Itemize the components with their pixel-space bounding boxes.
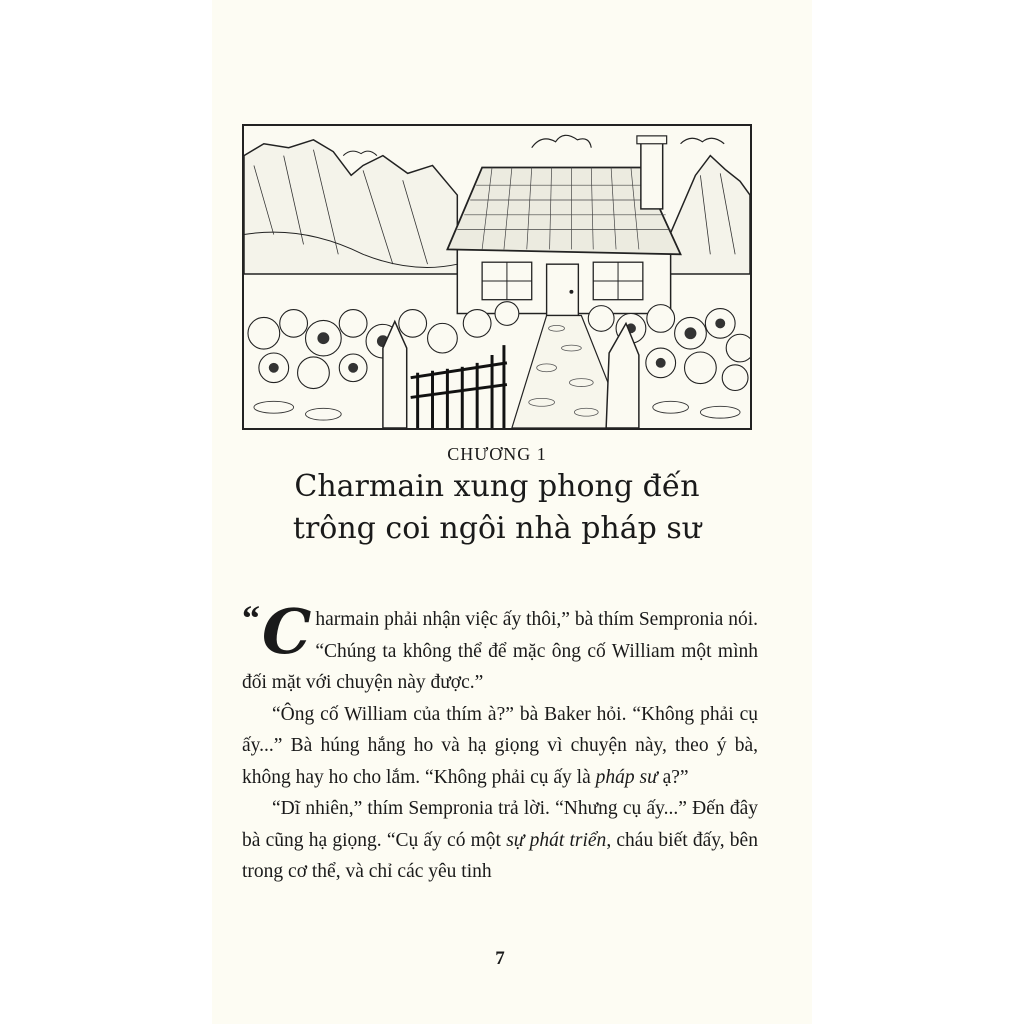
paragraph-2-text-b: ạ?” [657,766,689,788]
drop-cap-letter: C [262,595,312,668]
dropcap-group [242,595,312,668]
paragraph-3 [242,793,758,888]
paragraph-2 [242,699,758,794]
paragraph-2-text-a: “Ông cố William của thím à?” bà Baker hỏi. “Không phải cụ ấy...” Bà húng hắng ho và hạ giọng vì chuyện này, theo ý bà, không hay ho cho lắm. “Không phải cụ ấy là [242,703,758,788]
paragraph-3-text-b: , cháu biết đấy, bên trong cơ thể, và chỉ các yêu tinh [242,829,758,882]
chapter-illustration [242,124,752,430]
opening-quote-mark: “ [242,598,260,638]
chapter-label: CHƯƠNG 1 [447,444,547,464]
chapter-title-line-2: trông coi ngôi nhà pháp sư [292,511,702,546]
paragraph-3-text-a: “Dĩ nhiên,” thím Sempronia trả lời. “Nhưng cụ ấy...” Đến đây bà cũng hạ giọng. “Cụ ấy có một [242,798,758,851]
paragraph-3-italic: sự phát triển [506,829,607,851]
cottage-drawing [244,126,750,428]
chapter-title [250,466,744,550]
page-number: 7 [495,948,505,969]
paragraph-1-text: harmain phải nhận việc ấy thôi,” bà thím Sempronia nói. “Chúng ta không thể để mặc ông cố William một mình đối mặt với chuyện này được.” [242,609,758,693]
chapter-body-text [242,595,758,888]
paragraph-1 [242,595,758,699]
paragraph-2-italic: pháp sư [595,766,658,788]
chapter-title-line-1: Charmain xung phong đến [294,469,700,504]
